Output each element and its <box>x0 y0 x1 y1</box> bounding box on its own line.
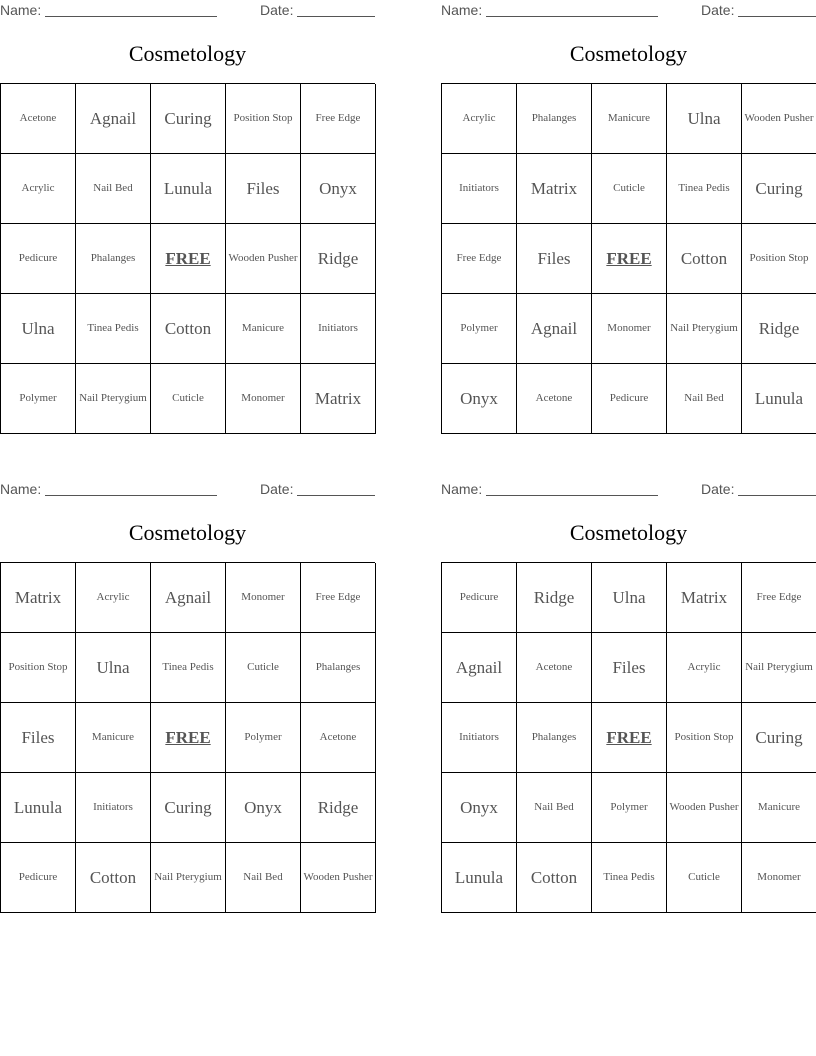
name-date-header <box>441 2 816 20</box>
bingo-cell: Phalanges <box>517 84 592 154</box>
bingo-cell: Position Stop <box>667 703 742 773</box>
name-date-header <box>0 2 375 20</box>
bingo-cell: Acrylic <box>667 633 742 703</box>
bingo-cell: Curing <box>742 154 816 224</box>
bingo-cell: Acrylic <box>1 154 76 224</box>
bingo-cell: Free Edge <box>742 563 816 633</box>
bingo-cell: Onyx <box>226 773 301 843</box>
bingo-cell: Initiators <box>442 703 517 773</box>
bingo-cell: Nail Pterygium <box>151 843 226 913</box>
bingo-cell: Nail Pterygium <box>742 633 816 703</box>
bingo-cell: Monomer <box>226 563 301 633</box>
bingo-cell: Onyx <box>442 364 517 434</box>
name-label: Name: <box>441 2 483 18</box>
date-label: Date: <box>701 2 735 18</box>
bingo-cell: Polymer <box>592 773 667 843</box>
date-label: Date: <box>260 2 294 18</box>
bingo-cell: Wooden Pusher <box>742 84 816 154</box>
bingo-cell: Nail Bed <box>76 154 151 224</box>
bingo-cell: Matrix <box>301 364 376 434</box>
bingo-cell: Manicure <box>226 294 301 364</box>
date-field-line <box>738 16 816 17</box>
bingo-cell: Ridge <box>517 563 592 633</box>
bingo-cell: Cuticle <box>592 154 667 224</box>
date-field-line <box>738 495 816 496</box>
date-field-line <box>297 495 375 496</box>
bingo-cell: Nail Bed <box>226 843 301 913</box>
bingo-cell: Cuticle <box>226 633 301 703</box>
bingo-cell: Acetone <box>517 633 592 703</box>
bingo-cell: Ridge <box>742 294 816 364</box>
bingo-cell: Position Stop <box>742 224 816 294</box>
bingo-cell: Ridge <box>301 224 376 294</box>
bingo-cell: Agnail <box>76 84 151 154</box>
bingo-cell: Acetone <box>517 364 592 434</box>
card-title: Cosmetology <box>128 41 247 66</box>
bingo-cell: Pedicure <box>1 224 76 294</box>
bingo-cell: Cuticle <box>151 364 226 434</box>
bingo-cell: Lunula <box>742 364 816 434</box>
bingo-cell: Ulna <box>667 84 742 154</box>
name-field-line <box>45 16 217 17</box>
bingo-cell: Matrix <box>1 563 76 633</box>
bingo-cell: Acetone <box>301 703 376 773</box>
date-label: Date: <box>701 481 735 497</box>
bingo-cell: Ridge <box>301 773 376 843</box>
bingo-grid <box>441 562 816 913</box>
bingo-cell: Cotton <box>76 843 151 913</box>
bingo-cell: Matrix <box>517 154 592 224</box>
bingo-cell: Files <box>1 703 76 773</box>
bingo-cell: Tinea Pedis <box>667 154 742 224</box>
bingo-cell: Lunula <box>1 773 76 843</box>
bingo-cell: Pedicure <box>1 843 76 913</box>
bingo-cell: Monomer <box>226 364 301 434</box>
bingo-cell: Initiators <box>76 773 151 843</box>
bingo-cell: Phalanges <box>76 224 151 294</box>
bingo-cell: Phalanges <box>517 703 592 773</box>
name-label: Name: <box>0 2 42 18</box>
bingo-cell: Ulna <box>76 633 151 703</box>
bingo-cell: Monomer <box>742 843 816 913</box>
bingo-grid <box>0 83 375 434</box>
card-title: Cosmetology <box>128 520 247 545</box>
bingo-cell: Ulna <box>592 563 667 633</box>
bingo-cell: Acrylic <box>442 84 517 154</box>
name-field-line <box>486 16 658 17</box>
bingo-cell: Cotton <box>517 843 592 913</box>
bingo-cell: Agnail <box>442 633 517 703</box>
bingo-cell: Nail Pterygium <box>76 364 151 434</box>
name-label: Name: <box>0 481 42 497</box>
bingo-cell: Position Stop <box>1 633 76 703</box>
bingo-cell: Pedicure <box>592 364 667 434</box>
bingo-cell: Initiators <box>301 294 376 364</box>
free-space-cell: FREE <box>151 224 226 294</box>
bingo-cell: Polymer <box>226 703 301 773</box>
card-title: Cosmetology <box>569 41 688 66</box>
bingo-grid <box>441 83 816 434</box>
bingo-cell: Files <box>592 633 667 703</box>
bingo-cell: Wooden Pusher <box>226 224 301 294</box>
name-date-header <box>0 481 375 499</box>
bingo-cell: Manicure <box>76 703 151 773</box>
bingo-cell: Free Edge <box>301 563 376 633</box>
bingo-cell: Onyx <box>301 154 376 224</box>
name-field-line <box>45 495 217 496</box>
bingo-cell: Polymer <box>1 364 76 434</box>
bingo-cell: Manicure <box>592 84 667 154</box>
date-label: Date: <box>260 481 294 497</box>
bingo-cell: Onyx <box>442 773 517 843</box>
bingo-cell: Cotton <box>667 224 742 294</box>
bingo-cell: Ulna <box>1 294 76 364</box>
bingo-cell: Tinea Pedis <box>151 633 226 703</box>
bingo-cell: Tinea Pedis <box>592 843 667 913</box>
name-label: Name: <box>441 481 483 497</box>
bingo-cell: Nail Pterygium <box>667 294 742 364</box>
bingo-cell: Tinea Pedis <box>76 294 151 364</box>
free-space-cell: FREE <box>592 703 667 773</box>
bingo-cell: Cotton <box>151 294 226 364</box>
bingo-cell: Pedicure <box>442 563 517 633</box>
bingo-cell: Agnail <box>517 294 592 364</box>
bingo-cell: Monomer <box>592 294 667 364</box>
free-space-cell: FREE <box>151 703 226 773</box>
bingo-cell: Wooden Pusher <box>667 773 742 843</box>
card-title: Cosmetology <box>569 520 688 545</box>
bingo-cell: Wooden Pusher <box>301 843 376 913</box>
bingo-cell: Matrix <box>667 563 742 633</box>
bingo-cell: Files <box>226 154 301 224</box>
date-field-line <box>297 16 375 17</box>
bingo-cell: Nail Bed <box>667 364 742 434</box>
bingo-cell: Initiators <box>442 154 517 224</box>
bingo-cell: Cuticle <box>667 843 742 913</box>
bingo-cell: Manicure <box>742 773 816 843</box>
bingo-cell: Lunula <box>442 843 517 913</box>
bingo-cell: Polymer <box>442 294 517 364</box>
bingo-cell: Phalanges <box>301 633 376 703</box>
bingo-cell: Acetone <box>1 84 76 154</box>
bingo-cell: Free Edge <box>301 84 376 154</box>
bingo-cell: Curing <box>742 703 816 773</box>
name-field-line <box>486 495 658 496</box>
bingo-cell: Position Stop <box>226 84 301 154</box>
bingo-cell: Free Edge <box>442 224 517 294</box>
bingo-cell: Nail Bed <box>517 773 592 843</box>
bingo-grid <box>0 562 375 913</box>
bingo-cell: Files <box>517 224 592 294</box>
name-date-header <box>441 481 816 499</box>
bingo-cell: Agnail <box>151 563 226 633</box>
bingo-cell: Curing <box>151 84 226 154</box>
bingo-cell: Lunula <box>151 154 226 224</box>
free-space-cell: FREE <box>592 224 667 294</box>
bingo-cell: Acrylic <box>76 563 151 633</box>
bingo-cell: Curing <box>151 773 226 843</box>
